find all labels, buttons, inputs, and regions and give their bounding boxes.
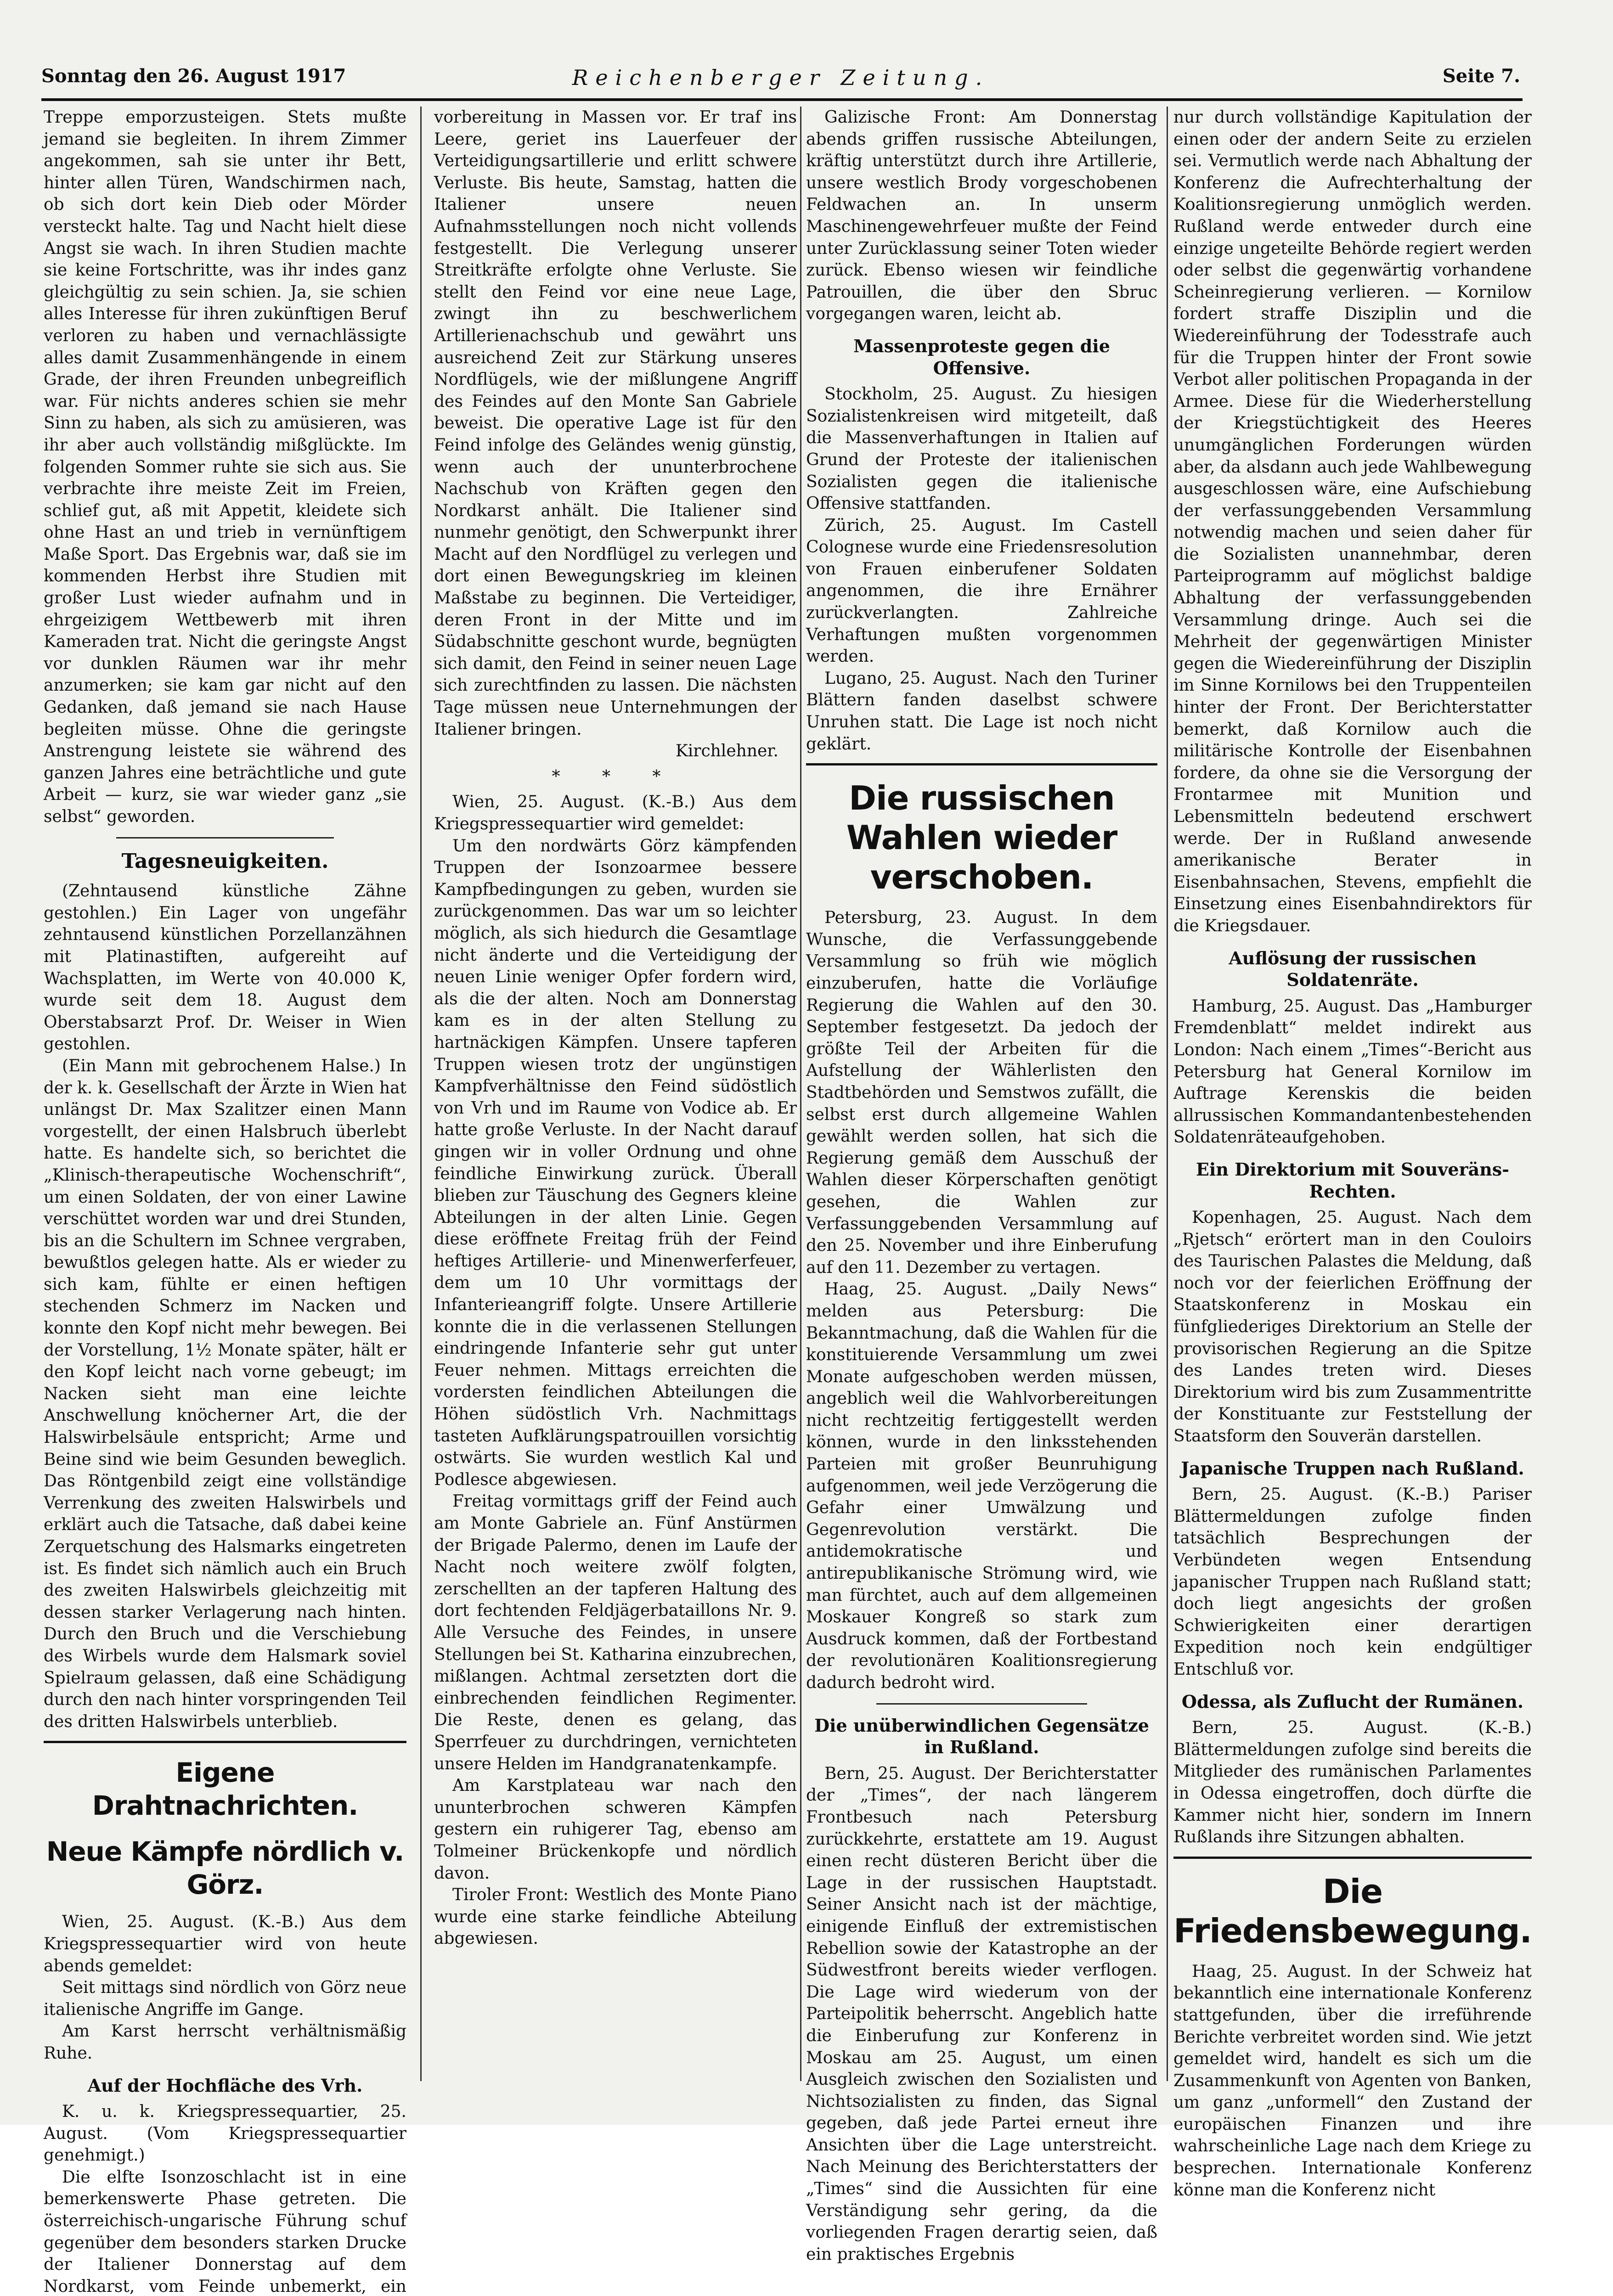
article-paragraph: Am Karst herrscht verhältnismäßig Ruhe. [44,2022,406,2063]
section-heading: Tagesneuigkeiten. [121,849,329,873]
article-paragraph: Bern, 25. August. (K.-B.) Pariser Blättermeldungen zufolge finden tatsächlich Besprechungen der Verbündeten wegen Entsendung japanischer Truppen nach Rußland statt; doch liegt angesichts der großen Schwierigkeiten einer derartigen Expedition noch kein endgültiger Entschluß vor. [1173,1485,1532,1679]
page-number: Seite 7. [1442,65,1520,87]
subheading: Auflösung der russischen Soldatenräte. [1229,947,1477,990]
subheading: Die unüberwindlichen Gegensätze in Rußland. [814,1715,1149,1758]
section-divider [806,763,1157,765]
section-heading: Eigene Drahtnachrichten. [92,1757,358,1822]
newspaper-title: Reichenberger Zeitung. [572,65,990,90]
subheading: Ein Direktorium mit Souveräns-Rechten. [1196,1159,1510,1202]
header-rule [41,98,1523,101]
article-paragraph: Galizische Front: Am Donnerstag abends griffen russische Abteilungen, kräftig unterstützt durch ihre Artillerie, unsere westlich Brody vorgeschobenen Feldwachen an. In unserm Maschinengewehrfeuer mußte der Feind unter Zurücklassung seiner Toten wieder zurück. Ebenso wiesen wir feindliche Patrouillen, die über den Sbruc vorgegangen waren, leicht ab. [806,108,1157,324]
column-divider [420,107,422,2081]
article-paragraph: K. u. k. Kriegspressequartier, 25. August. (Vom Kriegspressequartier genehmigt.) [44,2102,406,2165]
article-paragraph: Kopenhagen, 25. August. Nach dem „Rjetsch“ erörtert man in den Couloirs des Taurischen Palastes die Meldung, daß noch vor der feierlichen Eröffnung der Staatskonferenz in Moskau ein fünfgliederiges Direktorium an Stelle der provisorischen Regierung an die Spitze des Landes treten wird. Dieses Direktorium wird bis zum Zusammentritte der Konstituante zur Feststellung der Staatsform den Souverän darstellen. [1173,1208,1532,1446]
article-paragraph: Hamburg, 25. August. Das „Hamburger Fremdenblatt“ meldet indirekt aus London: Nach einem „Times“-Bericht aus Petersburg hat General Kornilow im Auftrage Kerenskis die beiden allrussischen Kommandantenbestehenden Soldatenräteaufgehoben. [1173,996,1532,1147]
article-paragraph: Lugano, 25. August. Nach den Turiner Blättern fanden daselbst schwere Unruhen statt. Die Lage ist noch nicht geklärt. [806,669,1157,754]
article-paragraph: Bern, 25. August. Der Berichterstatter der „Times“, der nach längerem Frontbesuch nach Petersburg zurückkehrte, erstattete am 19. August einen recht düsteren Bericht über die Lage in der russischen Hauptstadt. Seiner Ansicht nach ist der mächtige, einigende Einfluß der extremistischen Rebellion sowie der Katastrophe an der Südwestfront bereits wieder verflogen. Die Lage wird wiederum von der Parteipolitik beherrscht. Angeblich hatte die Einberufung zur Konferenz in Moskau am 25. August, um einen Ausgleich zwischen den Sozialisten und Nichtsozialisten zu finden, das Signal gegeben, daß jede Partei erneut ihre Ansichten über die Lage unterstreicht. Nach Meinung des Berichterstatters der „Times“ sind die Aussichten für eine Verständigung sehr gering, da die vorliegenden Fragen derartig seien, daß ein praktisches Ergebnis [806,1764,1157,2264]
subheading: Odessa, als Zuflucht der Rumänen. [1181,1691,1524,1712]
news-item: (Zehntausend künstliche Zähne gestohlen.) Ein Lager von ungefähr zehntausend künstlichen Porzellanzähnen mit Platinastiften, aufgereiht auf Wachsplatten, im Werte von 40.000 K, wurde seit dem 18. August dem Oberstabsarzt Prof. Dr. Weiser in Wien gestohlen. [44,882,406,1054]
article-paragraph: Wien, 25. August. (K.-B.) Aus dem Kriegspressequartier wird gemeldet: [434,793,797,833]
article-paragraph: Seit mittags sind nördlich von Görz neue italienische Angriffe im Gange. [44,1978,406,2019]
column-2 [434,107,797,2081]
article-paragraph: nur durch vollständige Kapitulation der einen oder der andern Seite zu erzielen sei. Vermutlich werde nach Abhaltung der Konferenz die Aufrechterhaltung der Koalitionsregierung unmöglich werden. Rußland werde entweder durch eine einzige ungeteilte Behörde regiert werden oder selbst die gegenwärtig vorhandene Scheinregierung verlieren. — Kornilow fordert straffe Disziplin und die Wiedereinführung der Todesstrafe auch für die Truppen hinter der Front sowie Verbot aller politischen Propaganda in der Armee. Diese für die Wiederherstellung der Kriegstüchtigkeit des Heeres unumgänglichen Forderungen würden aber, da alsdann auch jede Wahlbewegung ausgeschlossen wäre, eine Aufschiebung der verfassunggebenden Versammlung notwendig machen und seien daher für die Sozialisten unannehmbar, deren Parteiprogramm auf möglichst baldige Abhaltung der verfassunggebenden Versammlung dringe. Auch sei die Mehrheit der gegenwärtigen Minister gegen die Wiedereinführung der Disziplin im Sinne Kornilows bei den Truppenteilen hinter der Front. Der Berichterstatter bemerkt, daß Kornilow auch die militärische Kontrolle der Eisenbahnen fordere, da ohne sie die Versorgung der Frontarmee mit Munition und Lebensmitteln bedeutend erschwert werde. Der in Rußland anwesende amerikanische Berater in Eisenbahnsachen, Stevens, empfiehlt die Einsetzung eines Eisenbahndirektors für die Kriegsdauer. [1173,108,1532,935]
headline: Die russischen Wahlen wieder verschoben. [846,779,1117,897]
article-paragraph: Stockholm, 25. August. Zu hiesigen Sozialistenkreisen wird mitgeteilt, daß die Massenverhaftungen in Italien auf Grund der Proteste der italienischen Sozialisten gegen die italienische Offensive stattfanden. [806,385,1157,513]
headline: Die Friedensbewegung. [1173,1872,1532,1950]
section-divider [44,1741,406,1743]
news-item: (Ein Mann mit gebrochenem Halse.) In der k. k. Gesellschaft der Ärzte in Wien hat unlängst Dr. Max Szalitzer einen Mann vorgestellt, der einen Halsbruch überlebt hatte. Es handelte sich, so berichtet die „Klinisch-therapeutische Wochenschrift“, um einen Soldaten, der von einer Lawine verschüttet worden war und drei Stunden, bis an die Schultern im Schnee vergraben, bewußtlos gelegen hatte. Als er wieder zu sich kam, fühlte er einen heftigen stechenden Schmerz im Nacken und konnte den Kopf nicht mehr bewegen. Bei der Vorstellung, 1½ Monate später, hält er den Kopf leicht nach vorne gebeugt; im Nacken sieht man eine leichte Anschwellung knöcherner Art, die der Halswirbelsäule entspricht; Arme und Beine sind wie beim Gesunden beweglich. Das Röntgenbild zeigt eine vollständige Verrenkung des zweiten Halswirbels und erklärt auch die Tatsache, daß dabei keine Zerquetschung des Halsmarks eingetreten ist. Es findet sich nämlich auch ein Bruch des zweiten Halswirbels gleichzeitig mit dessen starker Verlagerung nach hinten. Durch den Bruch und die Verschiebung des Wirbels wurde dem Halsmark soviel Spielraum gelassen, daß eine Schädigung durch den nach hinter vorspringenden Teil des dritten Halswirbels unterblieb. [44,1056,406,1731]
column-1 [44,107,406,2296]
section-divider [1173,1857,1532,1859]
article-paragraph: Wien, 25. August. (K.-B.) Aus dem Kriegspressequartier wird von heute abends gemeldet: [44,1913,406,1975]
article-paragraph: Treppe emporzusteigen. Stets mußte jemand sie begleiten. In ihrem Zimmer angekommen, sah sie unter ihr Bett, hinter allen Türen, Wandschirmen nach, ob sich dort kein Dieb oder Mörder versteckt halte. Tag und Nacht hielt diese Angst sie wach. In ihren Studien machte sie keine Fortschritte, was ihr indes ganz gleichgültig zu sein schien. Ja, sie schien alles Interesse für ihren zukünftigen Beruf verloren zu haben und vernachlässigte alles damit Zusammenhängende in einem Grade, der ihren Freunden unbegreiflich war. Für nichts anderes schien sie mehr Sinn zu haben, als sich zu amüsieren, was ihr aber auch vollständig mißglückte. Im folgenden Sommer ruhte sie sich aus. Sie verbrachte ihre meiste Zeit im Freien, schlief gut, aß mit Appetit, kleidete sich ohne Hast an und trieb in vernünftigem Maße Sport. Das Ergebnis war, daß sie im kommenden Herbst ihre Studien mit großer Lust wieder aufnahm und in ehrgeizigem Wettbewerb mit ihren Kameraden trat. Nicht die geringste Angst vor dunklen Räumen war ihr mehr anzumerken; sie kam gar nicht auf den Gedanken, daß jemand sie nach Hause begleiten müsse. Ohne die geringste Anstrengung leistete sie während des ganzen Jahres eine beträchtliche und gute Arbeit — kurz, sie war wieder ganz „sie selbst“ geworden. [44,108,406,826]
column-4 [1173,107,1532,2200]
article-paragraph: vorbereitung in Massen vor. Er traf ins Leere, geriet ins Lauerfeuer der Verteidigungsartillerie und erlitt schwere Verluste. Bis heute, Samstag, hatten die Italiener unsere neuen Aufnahmsstellungen noch nicht vollends festgestellt. Die Verlegung unserer Streitkräfte erfolgte ohne Verluste. Sie stellt den Feind vor eine neue Lage, zwingt ihn zu beschwerlichem Artillerienachschub und gewährt uns ausreichend Zeit zur Stärkung unseres Nordflügels, wie der mißlungene Angriff des Feindes auf den Monte San Gabriele beweist. Die operative Lage ist für den Feind infolge des Geländes wenig günstig, wenn auch der ununterbrochene Nachschub von Kräften gegen den Nordkarst anhält. Die Italiener sind nunmehr genötigt, den Schwerpunkt ihrer Macht auf den Nordflügel zu verlegen und dort einen Bewegungskrieg im kleinen Maßstabe zu beginnen. Die Verteidiger, deren Front in der Mitte und im Südabschnitte geschont wurde, begnügten sich damit, den Feind in seiner neuen Lage sich zurechtfinden zu lassen. Die nächsten Tage müssen neue Unternehmungen der Italiener bringen. [434,108,797,739]
article-paragraph: Am Karstplateau war nach den ununterbrochen schweren Kämpfen gestern ein ruhigerer Tag, ebenso am Tolmeiner Brückenkopfe und nördlich davon. [434,1776,797,1883]
article-paragraph: Zürich, 25. August. Im Castell Colognese wurde eine Friedensresolution von Frauen einberufener Soldaten angenommen, die ihre Ernährer zurückverlangten. Zahlreiche Verhaftungen mußten vorgenommen werden. [806,516,1157,666]
subheading: Japanische Truppen nach Rußland. [1181,1458,1524,1479]
column-divider [1167,107,1168,2081]
column-3 [806,107,1157,2264]
headline: Neue Kämpfe nördlich v. Görz. [46,1836,404,1901]
section-divider [116,837,334,838]
page-header [41,65,1520,97]
column-divider [800,107,801,2081]
header-date: Sonntag den 26. August 1917 [41,65,346,87]
subheading: Massenproteste gegen die Offensive. [853,335,1110,378]
separator-stars: * * * [552,767,679,786]
article-paragraph: Freitag vormittags griff der Feind auch am Monte Gabriele an. Fünf Anstürmen der Brigade Palermo, denen im Laufe der Nacht noch weitere zwölf folgten, zerschellten an der tapferen Haltung des dort fechtenden Feldjägerbataillons Nr. 9. Alle Versuche des Feindes, in unsere Stellungen bei St. Katharina einzubrechen, mißlangen. Achtmal zersetzten dort die einbrechenden feindlichen Regimenter. Die Reste, denen es gelang, das Sperrfeuer zu durchdringen, vernichteten unsere Helden im Handgranatenkampfe. [434,1492,797,1773]
article-paragraph: Bern, 25. August. (K.-B.) Blättermeldungen zufolge sind bereits die Mitglieder des rumänischen Parlamentes in Odessa eingetroffen, doch dürfte die Kammer nicht hier, sondern im Innern Rußlands ihre Sitzungen abhalten. [1173,1718,1532,1847]
subheading: Auf der Hochfläche des Vrh. [87,2075,363,2096]
article-paragraph: Haag, 25. August. In der Schweiz hat bekanntlich eine internationale Konferenz stattgefunden, über die irreführende Berichte verbreitet worden sind. Wie jetzt gemeldet wird, handelt es sich um die Zusammenkunft von Agenten von Banken, um ganz „unformell“ den Zustand der europäischen Finanzen und ihre wahrscheinliche Lage nach dem Kriege zu besprechen. Internationale Konferenz könne man die Konferenz nicht [1173,1962,1532,2200]
section-divider [876,1703,1087,1705]
article-paragraph: Tiroler Front: Westlich des Monte Piano wurde eine starke feindliche Abteilung abgewiesen. [434,1885,797,1948]
signature: Kirchlehner. [675,742,778,761]
article-paragraph: Um den nordwärts Görz kämpfenden Truppen der Isonzoarmee bessere Kampfbedingungen zu geben, wurden sie zurückgenommen. Das war um so leichter möglich, als sich hiedurch die Gesamtlage nicht änderte und die Verteidigung der neuen Linie weniger Opfer fordern wird, als die der alten. Noch am Donnerstag kam es in der alten Stellung zu hartnäckigen Kämpfen. Unsere tapferen Truppen wiesen trotz der ungünstigen Kampfverhältnisse den Feind südöstlich von Vrh und im Raume von Vodice ab. Er hatte große Verluste. In der Nacht darauf gingen wir in voller Ordnung und ohne feindliche Einwirkung zurück. Überall blieben zur Täuschung des Gegners kleine Abteilungen in der alten Linie. Gegen diese eröffnete Freitag früh der Feind heftiges Artillerie- und Minenwerferfeuer, dem um 10 Uhr vormittags der Infanterieangriff folgte. Unsere Artillerie konnte die in die verlassenen Stellungen eindringende Infanterie sehr gut unter Feuer nehmen. Mittags erreichten die vordersten feindlichen Abteilungen die Höhen südöstlich Vrh. Nachmittags tasteten Aufklärungspatrouillen vorsichtig ostwärts. Sie wurden westlich Kal und Podlesce abgewiesen. [434,836,797,1489]
article-paragraph: Haag, 25. August. „Daily News“ melden aus Petersburg: Die Bekanntmachung, daß die Wahlen für die konstituierende Versammlung um zwei Monate aufgeschoben werden müssen, angeblich weil die Wahlvorbereitungen nicht rechtzeitig fertiggestellt werden können, wurde in den linksstehenden Parteien mit großer Beunruhigung aufgenommen, weil jede Verzögerung die Gefahr einer Umwälzung und Gegenrevolution verstärkt. Die antidemokratische und antirepublikanische Strömung wird, wie man fürchtet, auch auf dem allgemeinen Moskauer Kongreß so stark zum Ausdruck kommen, daß der Fortbestand der revolutionären Koalitionsregierung dadurch bedroht wird. [806,1280,1157,1692]
article-paragraph: Die elfte Isonzoschlacht ist in eine bemerkenswerte Phase getreten. Die österreichisch-ungarische Führung schuf gegenüber dem besonders starken Drucke der Italiener Donnerstag auf dem Nordkarst, vom Feinde unbemerkt, ein [44,2167,406,2296]
article-paragraph: Petersburg, 23. August. In dem Wunsche, die Verfassunggebende Versammlung so früh wie möglich einzuberufen, hatte die Vorläufige Regierung die Wahlen auf den 30. September festgesetzt. Da jedoch der größte Teil der Arbeiten für die Aufstellung der Wählerlisten den Stadtbehörden und Semstwos zufällt, die selbst erst durch allgemeine Wahlen gewählt werden sollen, hat sich die Regierung gemäß dem Ausschuß der Wahlen dieser Körperschaften genötigt gesehen, die Wahlen zur Verfassunggebenden Versammlung auf den 25. November und ihre Einberufung auf den 11. Dezember zu vertagen. [806,908,1157,1277]
